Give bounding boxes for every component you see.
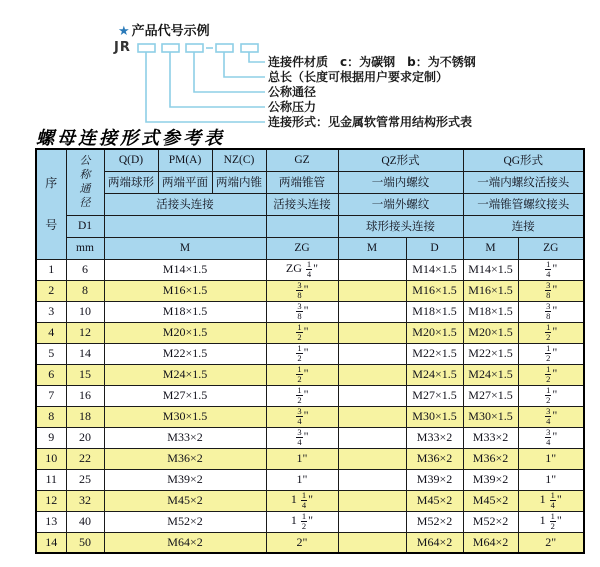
table-title: 螺母连接形式参考表 [36,128,225,149]
header-empty-2 [266,215,338,237]
table-cell: 5 [36,343,66,364]
table-cell: $\frac{1}{2}$ " [518,385,584,406]
table-cell: 12 [66,322,104,343]
table-cell: $\frac{3}{8}$ " [266,280,338,301]
table-cell: M45×2 [406,490,463,511]
table-cell: 14 [66,343,104,364]
header-m3: M [463,237,518,259]
table-cell: $\frac{1}{2}$ " [518,343,584,364]
code-box [138,44,155,52]
table-cell: 8 [36,406,66,427]
table-cell: M24×1.5 [104,364,266,385]
table-cell: M16×1.5 [104,280,266,301]
table-cell: 1 $\frac{1}{2}$ " [518,511,584,532]
table-cell: M52×2 [463,511,518,532]
header-mm: mm [66,237,104,259]
table-cell: 40 [66,511,104,532]
table-row [36,406,584,427]
callout-line [194,52,265,92]
table-cell: M33×2 [104,427,266,448]
callout-line [249,52,265,62]
table-row [36,280,584,301]
table-cell [338,385,406,406]
table-cell: 3 [36,301,66,322]
header-row-4 [36,215,584,237]
label-material: 连接件材质 c：为碳钢 b：为不锈钢 [268,55,476,69]
table-cell: 15 [66,364,104,385]
table-cell: 11 [36,469,66,490]
table-cell [338,322,406,343]
table-cell: M52×2 [104,511,266,532]
table-cell: M64×2 [104,532,266,553]
table-cell: M64×2 [463,532,518,553]
label-nominal-diameter: 公称通径 [268,85,317,99]
table-cell: 2" [518,532,584,553]
header-nominal-diameter: 公称通径 [66,149,104,215]
table-cell: M39×2 [463,469,518,490]
table-cell: 2" [266,532,338,553]
table-cell: $\frac{3}{4}$ " [518,427,584,448]
header-qd: Q(D) [104,149,158,171]
code-box [162,44,179,52]
header-nz-sub: 两端内锥 [212,171,266,193]
table-cell: M16×1.5 [463,280,518,301]
table-cell: M14×1.5 [406,259,463,280]
table-body [36,259,584,553]
table-cell: 22 [66,448,104,469]
code-box [241,44,258,52]
header-row-1 [36,149,584,171]
table-cell: 20 [66,427,104,448]
header-row-2 [36,171,584,193]
table-cell: M52×2 [406,511,463,532]
header-nz: NZ(C) [212,149,266,171]
table-cell [338,490,406,511]
table-cell: $\frac{1}{2}$ " [266,322,338,343]
product-code-prefix: JR [114,40,131,55]
table-cell: M33×2 [463,427,518,448]
table-cell: 50 [66,532,104,553]
table-cell: M36×2 [463,448,518,469]
table-cell [338,280,406,301]
table-row [36,448,584,469]
header-d1: D1 [66,215,104,237]
header-m2: M [338,237,406,259]
table-row [36,301,584,322]
table-cell: $\frac{1}{2}$ " [518,364,584,385]
table-cell: 16 [66,385,104,406]
table-row [36,259,584,280]
callout-line [146,52,265,122]
table-cell: $\frac{3}{8}$ " [518,280,584,301]
table-cell: 1 [36,259,66,280]
table-cell: M39×2 [104,469,266,490]
header-qz-conn: 球形接头连接 [338,215,463,237]
code-box [216,44,233,52]
star-icon: ★ [118,24,130,39]
table-cell: 1 $\frac{1}{2}$ " [266,511,338,532]
table-cell: $\frac{3}{4}$ " [266,406,338,427]
label-total-length: 总长（长度可根据用户要求定制） [268,70,449,84]
table-cell: M22×1.5 [406,343,463,364]
table-cell: M20×1.5 [406,322,463,343]
table-cell [338,259,406,280]
nut-connection-table [35,148,585,554]
table-cell: M16×1.5 [406,280,463,301]
header-qg-sub1: 一端内螺纹活接头 [463,171,584,193]
table-row [36,385,584,406]
table-cell: $\frac{1}{2}$ " [266,343,338,364]
table-cell: 25 [66,469,104,490]
code-box [186,44,203,52]
header-pm: PM(A) [158,149,212,171]
table-cell: $\frac{1}{4}$ " [518,259,584,280]
table-row [36,490,584,511]
header-row-3 [36,193,584,215]
table-cell: 9 [36,427,66,448]
table-cell: 6 [36,364,66,385]
table-cell: M24×1.5 [463,364,518,385]
table-cell: M18×1.5 [463,301,518,322]
table-cell: 7 [36,385,66,406]
table-cell: M20×1.5 [104,322,266,343]
table-cell: M14×1.5 [104,259,266,280]
table-cell [338,427,406,448]
table-cell: M27×1.5 [463,385,518,406]
header-qz: QZ形式 [338,149,463,171]
table-cell: M36×2 [406,448,463,469]
table-cell [338,406,406,427]
table-cell: M36×2 [104,448,266,469]
table-cell: M30×1.5 [463,406,518,427]
table-cell: M18×1.5 [406,301,463,322]
header-zg1: ZG [266,237,338,259]
header-qg-conn: 连接 [463,215,584,237]
table-cell: 10 [36,448,66,469]
table-cell [338,301,406,322]
header-qd-sub: 两端球形 [104,171,158,193]
table-cell [338,469,406,490]
header-qg: QG形式 [463,149,584,171]
label-nominal-pressure: 公称压力 [268,100,317,114]
table-cell: $\frac{3}{4}$ " [266,427,338,448]
table-cell: M18×1.5 [104,301,266,322]
table-cell: 1" [518,448,584,469]
table-cell: 1 $\frac{1}{4}$ " [518,490,584,511]
table-row [36,532,584,553]
table-cell: 10 [66,301,104,322]
header-qz-sub1: 一端内螺纹 [338,171,463,193]
table-row [36,511,584,532]
table-row [36,343,584,364]
header-seq: 序号 [36,149,66,259]
table-cell [338,511,406,532]
table-cell: M22×1.5 [463,343,518,364]
label-connection-form: 连接形式：见金属软管常用结构形式表 [268,115,473,129]
table-cell: M22×1.5 [104,343,266,364]
table-cell [338,364,406,385]
header-qz-sub2: 一端外螺纹 [338,193,463,215]
callout-line [224,52,265,77]
header-gz-conn: 活接头连接 [266,193,338,215]
table-cell: 8 [66,280,104,301]
table-cell: $\frac{1}{2}$ " [266,385,338,406]
table-cell [338,343,406,364]
table-cell: 12 [36,490,66,511]
header-qg-sub2: 一端锥管螺纹接头 [463,193,584,215]
table-cell: M20×1.5 [463,322,518,343]
table-cell: M30×1.5 [406,406,463,427]
table-cell: 13 [36,511,66,532]
table-cell [338,532,406,553]
table-cell: 4 [36,322,66,343]
table-cell: $\frac{1}{2}$ " [518,322,584,343]
table-cell: 1 $\frac{1}{4}$ " [266,490,338,511]
table-cell: M64×2 [406,532,463,553]
table-cell: 14 [36,532,66,553]
table-cell: M45×2 [463,490,518,511]
table-row [36,322,584,343]
table-row [36,364,584,385]
callout-line [170,52,265,107]
table-cell: M45×2 [104,490,266,511]
table-cell: 18 [66,406,104,427]
table-header [36,149,584,259]
table-cell: ZG $\frac{1}{4}$ " [266,259,338,280]
table-cell: 2 [36,280,66,301]
header-m1: M [104,237,266,259]
header-empty-1 [104,215,266,237]
table-cell: 32 [66,490,104,511]
table-cell: 1" [518,469,584,490]
table-cell: $\frac{3}{4}$ " [518,406,584,427]
header-d: D [406,237,463,259]
table-cell: M30×1.5 [104,406,266,427]
diagram-title-text: 产品代号示例 [131,24,210,39]
header-pm-sub: 两端平面 [158,171,212,193]
table-cell: $\frac{1}{2}$ " [266,364,338,385]
table-cell: M33×2 [406,427,463,448]
table-cell: $\frac{3}{8}$ " [518,301,584,322]
table-row [36,427,584,448]
table-cell: 6 [66,259,104,280]
header-gz: GZ [266,149,338,171]
table-cell [338,448,406,469]
table-cell: $\frac{3}{8}$ " [266,301,338,322]
table-cell: M27×1.5 [104,385,266,406]
table-cell: M14×1.5 [463,259,518,280]
table-row [36,469,584,490]
header-union-conn: 活接头连接 [104,193,266,215]
table-cell: M27×1.5 [406,385,463,406]
header-row-5 [36,237,584,259]
table-cell: 1" [266,469,338,490]
table-cell: M24×1.5 [406,364,463,385]
table-cell: 1" [266,448,338,469]
table-cell: M39×2 [406,469,463,490]
header-zg2: ZG [518,237,584,259]
header-gz-sub: 两端锥管 [266,171,338,193]
